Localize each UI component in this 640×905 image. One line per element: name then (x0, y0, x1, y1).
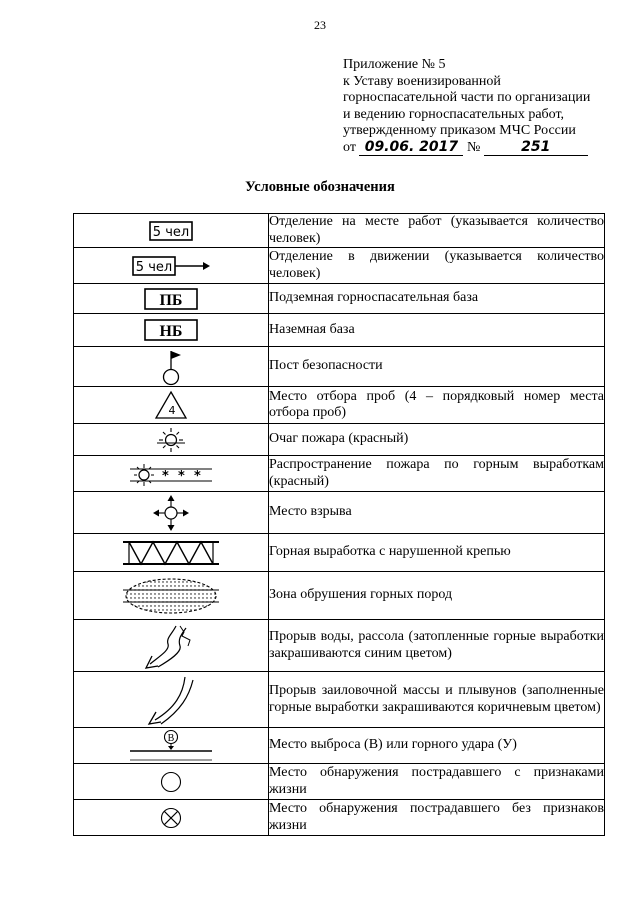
symbol-cell (74, 534, 269, 572)
header-line: к Уставу военизированной (343, 73, 501, 89)
legend-table (73, 213, 605, 836)
legend-row (74, 728, 605, 764)
symbol-cell (74, 572, 269, 620)
legend-row (74, 800, 605, 836)
header-line: Приложение № 5 (343, 57, 446, 72)
group-at-work-icon (141, 220, 201, 242)
legend-row (74, 764, 605, 800)
outburst-label: В (167, 732, 175, 744)
fire-spread-icon (128, 459, 214, 489)
appendix-header (343, 57, 603, 157)
symbol-cell (74, 672, 269, 728)
victim-alive-icon (158, 769, 184, 795)
collapse-zone-icon (121, 576, 221, 616)
legend-description: Место взрыва (269, 492, 605, 534)
symbol-cell (74, 800, 269, 836)
sample-number-label: 4 (168, 404, 176, 418)
order-date-number-row (343, 140, 603, 157)
symbol-cell (74, 728, 269, 764)
legend-description: Зона обрушения горных пород (269, 572, 605, 620)
legend-row (74, 572, 605, 620)
legend-row (74, 492, 605, 534)
symbol-cell (74, 764, 269, 800)
symbol-cell (74, 387, 269, 424)
symbol-cell (74, 347, 269, 387)
symbol-cell (74, 248, 269, 284)
header-line: утвержденному приказом МЧС России (343, 123, 576, 139)
silt-breakthrough-icon (141, 674, 201, 726)
fire-sun-icon (154, 426, 188, 454)
victim-dead-icon (158, 805, 184, 831)
legend-row (74, 534, 605, 572)
broken-support-icon (121, 538, 221, 568)
legend-description: Очаг пожара (красный) (269, 424, 605, 456)
legend-description: Отделение на месте работ (указывается количество человек) (269, 214, 605, 248)
legend-description: Подземная горноспасательная база (269, 284, 605, 314)
group-moving-icon (131, 255, 211, 277)
symbol-cell (74, 424, 269, 456)
water-breakthrough-icon (136, 622, 206, 670)
symbol-cell (74, 620, 269, 672)
legend-description: Пост безопасности (269, 347, 605, 387)
legend-row (74, 347, 605, 387)
symbol-cell (74, 492, 269, 534)
number-label: № (466, 139, 481, 155)
page-number: 23 (314, 18, 326, 32)
triangle-sample-icon (153, 389, 189, 421)
order-number: 251 (521, 138, 551, 155)
base-label: ПБ (159, 291, 183, 309)
svg-text:*: * (194, 468, 201, 484)
legend-description: Прорыв воды, рассола (затопленные горные выработки закрашиваются синим цветом) (269, 620, 605, 672)
surface-base-icon (141, 318, 201, 342)
outburst-icon (128, 729, 214, 763)
legend-description: Отделение в движении (указывается количество человек) (269, 248, 605, 284)
from-label: от (343, 139, 356, 155)
symbol-cell (74, 284, 269, 314)
base-label: НБ (159, 323, 183, 341)
order-date: 09.06. 2017 (364, 138, 459, 155)
legend-row (74, 248, 605, 284)
symbol-cell (74, 456, 269, 492)
legend-description: Прорыв заиловочной массы и плывунов (заполненные горные выработки закрашиваются коричневым цветом) (269, 672, 605, 728)
legend-description: Наземная база (269, 314, 605, 347)
legend-description: Горная выработка с нарушенной крепью (269, 534, 605, 572)
legend-row (74, 314, 605, 347)
legend-description: Место обнаружения пострадавшего без признаков жизни (269, 800, 605, 836)
symbol-cell (74, 214, 269, 248)
svg-text:*: * (178, 468, 185, 484)
symbol-cell (74, 314, 269, 347)
svg-text:*: * (162, 468, 169, 484)
legend-description: Место выброса (В) или горного удара (У) (269, 728, 605, 764)
legend-row (74, 387, 605, 424)
legend-description: Место отбора проб (4 – порядковый номер места отбора проб) (269, 387, 605, 424)
legend-row (74, 424, 605, 456)
group-count-label: 5 чел (152, 224, 190, 240)
flag-circle-icon (156, 348, 186, 386)
legend-title: Условные обозначения (245, 179, 395, 195)
explosion-icon (149, 493, 193, 533)
legend-description: Распространение пожара по горным выработкам (красный) (269, 456, 605, 492)
legend-row (74, 620, 605, 672)
legend-row (74, 456, 605, 492)
legend-row (74, 284, 605, 314)
legend-row (74, 214, 605, 248)
legend-row (74, 672, 605, 728)
header-line: и ведению горноспасательных работ, (343, 106, 565, 122)
underground-base-icon (141, 287, 201, 311)
legend-description: Место обнаружения пострадавшего с признаками жизни (269, 764, 605, 800)
header-line: горноспасательной части по организации (343, 90, 591, 106)
group-count-label: 5 чел (135, 259, 173, 275)
